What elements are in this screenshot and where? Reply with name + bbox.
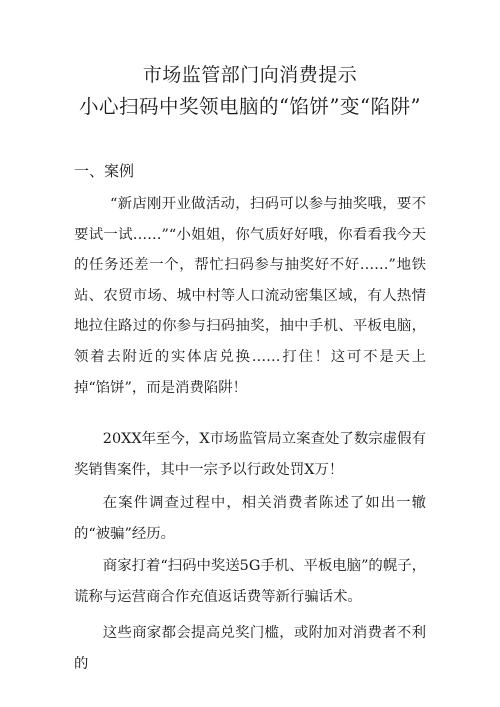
document-title: 市场监管部门向消费提示: [142, 64, 358, 86]
document-subtitle: 小心扫码中奖领电脑的“馅饼”变“陷阱”: [79, 95, 421, 118]
paragraph: “新店刚开业做活动，扫码可以参与抽奖哦，要不要试一试……”“小姐姐，你气质好好哦，你看看我今天的任务还差一个，帮忙扫码参与抽奖好不好……”地铁站、农贸市场、城中村等人口流动密集区域，有人热情地拉住路过的你参与扫码抽奖，抽中手机、平板电脑，领着去附近的实体店兑换……打住！这可不是天上掉“馅饼”，而是消费陷阱！: [74, 196, 426, 396]
paragraph: 这些商家都会提高兑奖门槛，或附加对消费者不利的: [74, 625, 426, 672]
paragraph: 20XX年至今，X市场监管局立案查处了数宗虚假有奖销售案件，其中一宗予以行政处罚X万！: [74, 431, 426, 478]
paragraph: 在案件调查过程中，相关消费者陈述了如出一辙的“被骗”经历。: [74, 495, 426, 542]
section-heading: 一、案例: [74, 162, 135, 180]
paragraph: 商家打着“扫码中奖送5G手机、平板电脑”的幌子，谎称与运营商合作充值返话费等新行骗话术。: [74, 558, 426, 605]
